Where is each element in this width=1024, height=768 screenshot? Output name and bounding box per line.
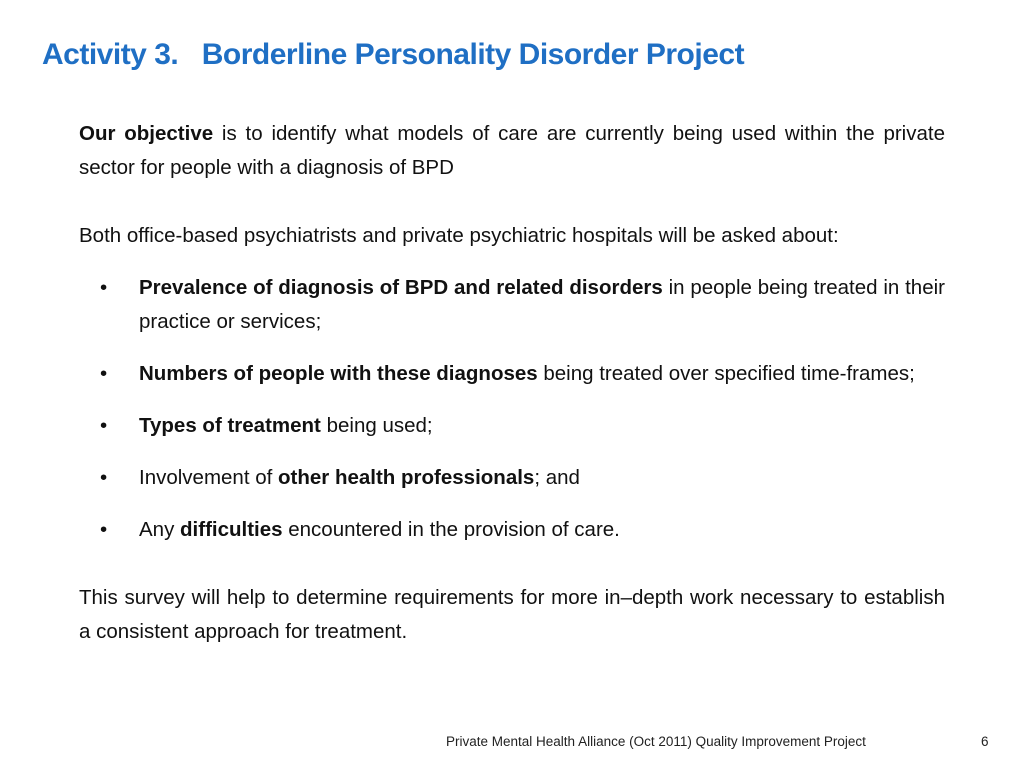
bullet-bold: Numbers of people with these diagnoses [139,362,538,385]
bullet-bold: Prevalence of diagnosis of BPD and related disorders [139,276,663,299]
closing-paragraph: This survey will help to determine requirements for more in–depth work necessary to establish a consistent approach for treatment. [79,586,945,643]
bullet-bold: difficulties [180,518,283,541]
bullet-suffix: in people being treated in their practice or services; [139,276,945,333]
bullet-item [79,409,945,443]
bullet-bold: Types of treatment [139,414,321,437]
objective-paragraph [79,117,945,185]
bullet-item [79,271,945,339]
bullet-icon: • [100,276,108,299]
footer-text: Private Mental Health Alliance (Oct 2011) Quality Improvement Project [446,734,866,749]
intro-paragraph: Both office-based psychiatrists and private psychiatric hospitals will be asked about: [79,224,839,247]
objective-bold: Our objective [79,122,214,145]
bullet-item [79,461,945,495]
bullet-item [79,357,945,391]
slide-body [79,117,945,649]
spacer [79,185,945,219]
bullet-item [79,513,945,547]
bullet-bold: other health professionals [278,466,535,489]
bullet-suffix: being used; [320,414,433,437]
bullet-icon: • [100,414,108,437]
bullet-icon: • [100,362,108,385]
bullet-prefix: Any [139,518,181,541]
bullet-prefix: Involvement of [139,466,279,489]
slide-title: Activity 3. Borderline Personality Disorder Project [42,38,745,71]
bullet-icon: • [100,518,108,541]
bullet-suffix: encountered in the provision of care. [282,518,620,541]
page-number: 6 [981,734,989,749]
objective-text: is to identify what models of care are currently being used within the private sector for people with a diagnosis of BPD [79,122,945,179]
bullet-suffix: ; and [534,466,580,489]
bullet-icon: • [100,466,108,489]
bullet-list [79,271,945,547]
bullet-suffix: being treated over specified time-frames; [537,362,915,385]
